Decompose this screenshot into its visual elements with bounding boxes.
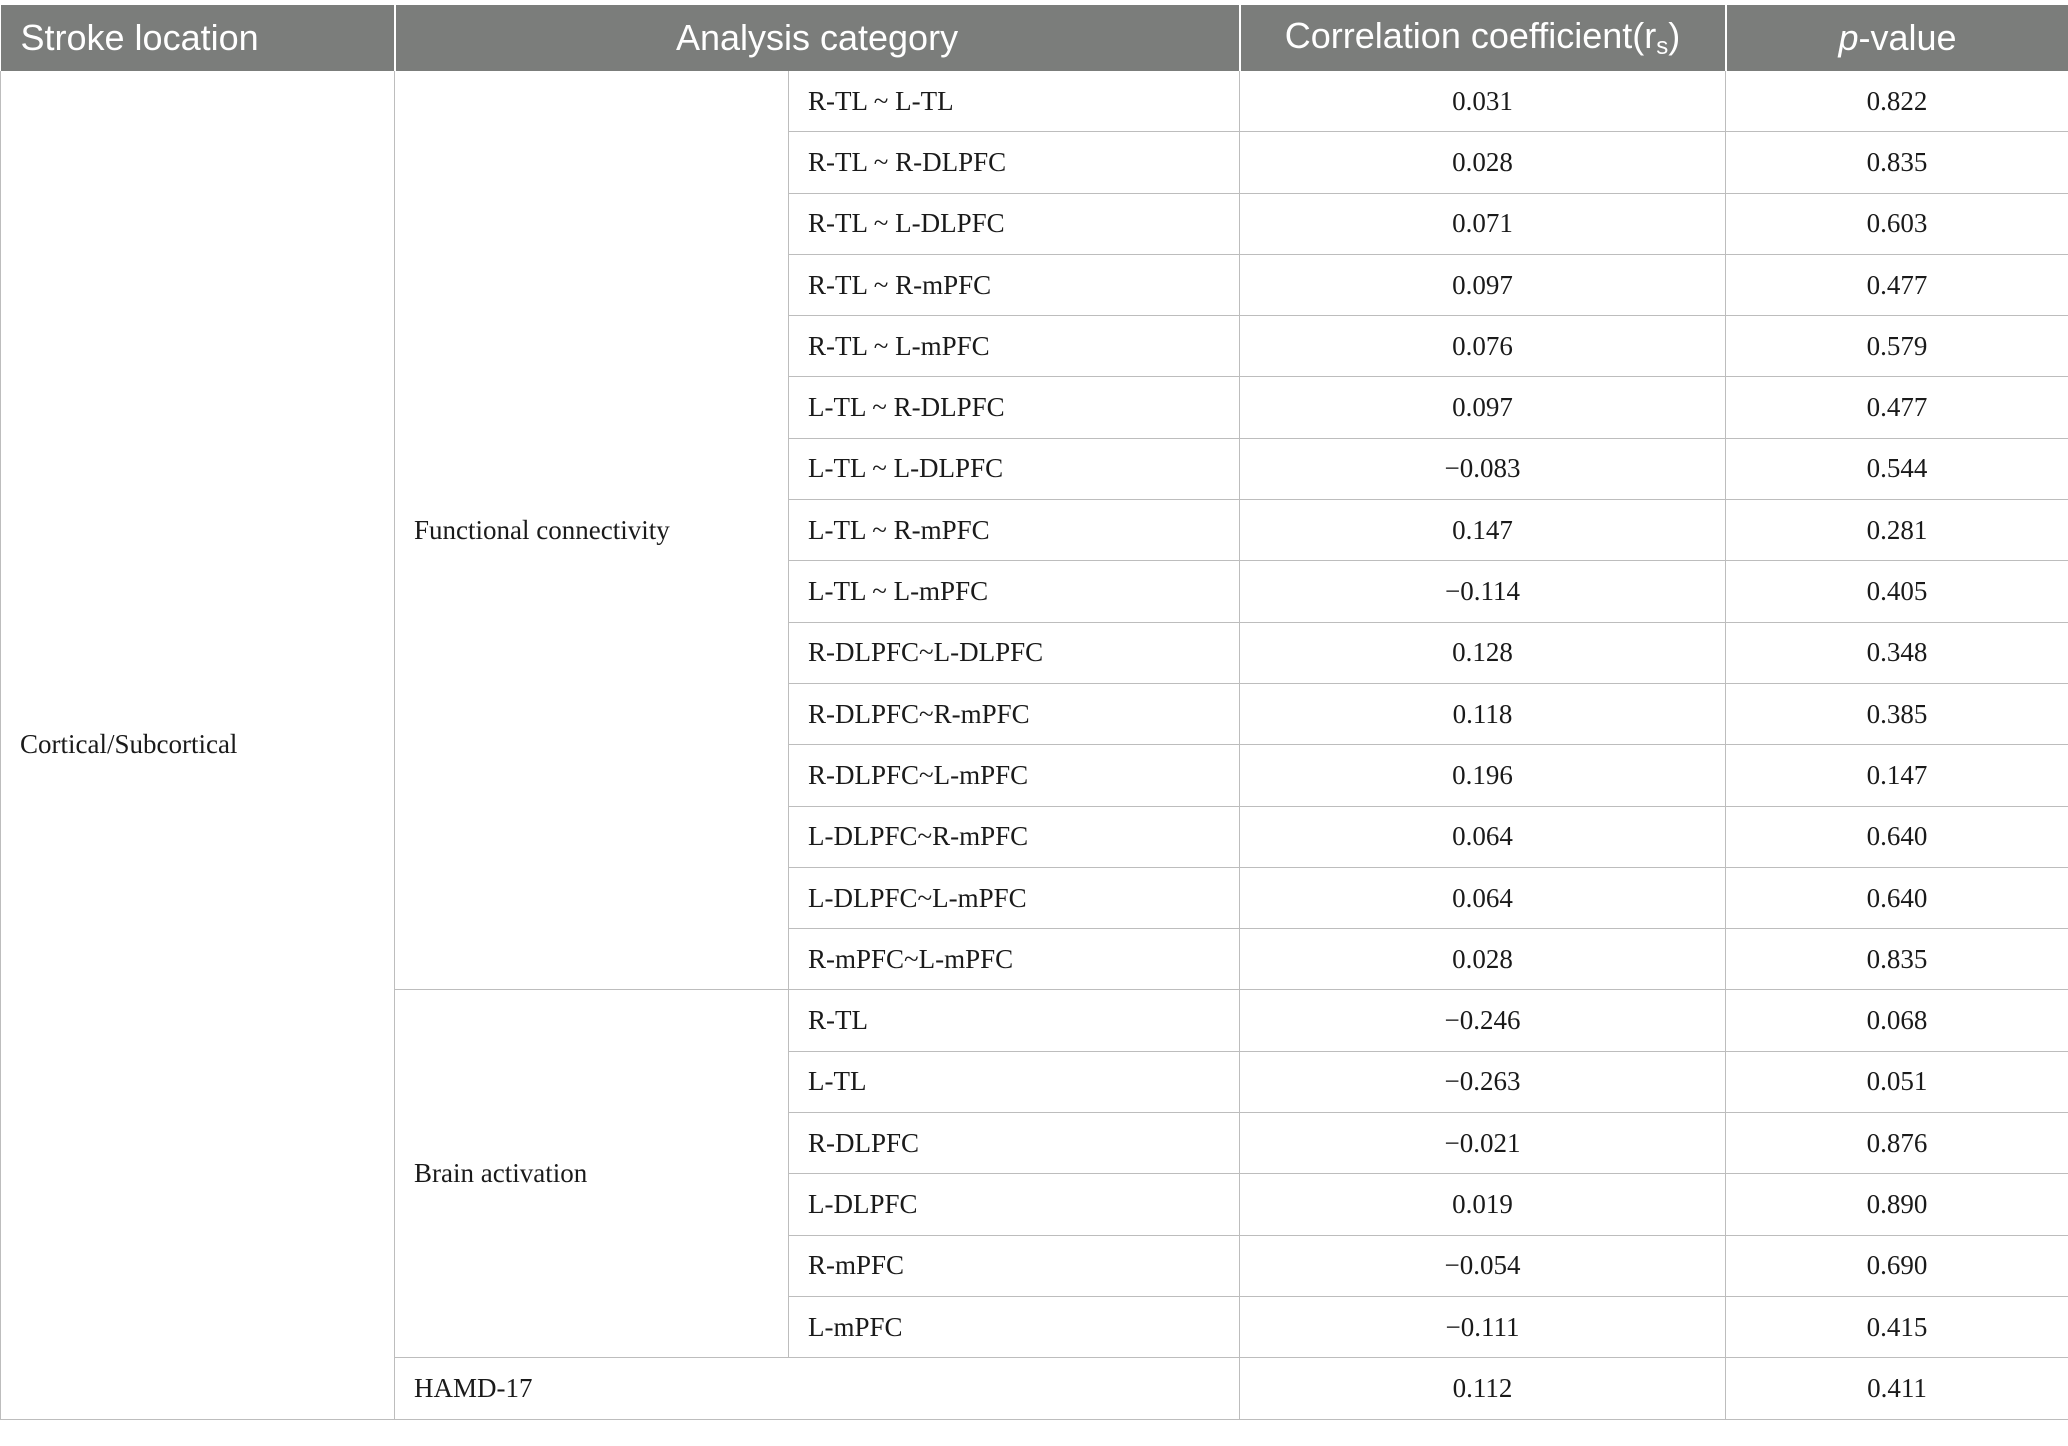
p-value-cell: 0.835 bbox=[1726, 132, 2068, 193]
region-cell: L-DLPFC bbox=[789, 1174, 1240, 1235]
correlation-cell: 0.071 bbox=[1240, 193, 1726, 254]
region-pair-cell: R-DLPFC~L-DLPFC bbox=[789, 622, 1240, 683]
p-value-cell: 0.477 bbox=[1726, 254, 2068, 315]
p-value-cell: 0.544 bbox=[1726, 438, 2068, 499]
correlation-cell: 0.028 bbox=[1240, 132, 1726, 193]
p-value-cell: 0.640 bbox=[1726, 806, 2068, 867]
region-pair-cell: L-TL ~ L-mPFC bbox=[789, 561, 1240, 622]
header-row bbox=[1, 5, 2068, 71]
stroke-location-cell: Cortical/Subcortical bbox=[1, 71, 395, 1419]
correlation-cell: 0.196 bbox=[1240, 745, 1726, 806]
region-pair-cell: R-TL ~ L-mPFC bbox=[789, 316, 1240, 377]
header-correlation-close: ) bbox=[1668, 15, 1681, 56]
header-correlation-subscript: s bbox=[1656, 33, 1669, 60]
p-value-cell: 0.477 bbox=[1726, 377, 2068, 438]
header-correlation-text: Correlation coefficient(r bbox=[1284, 15, 1657, 56]
correlation-cell: 0.097 bbox=[1240, 254, 1726, 315]
correlation-cell: 0.064 bbox=[1240, 867, 1726, 928]
region-pair-cell: R-mPFC~L-mPFC bbox=[789, 929, 1240, 990]
category-brain-activation: Brain activation bbox=[395, 990, 789, 1358]
region-pair-cell: R-TL ~ R-mPFC bbox=[789, 254, 1240, 315]
region-pair-cell: R-DLPFC~R-mPFC bbox=[789, 683, 1240, 744]
p-value-cell: 0.876 bbox=[1726, 1113, 2068, 1174]
region-pair-cell: R-TL ~ R-DLPFC bbox=[789, 132, 1240, 193]
table-row bbox=[1, 71, 2068, 132]
correlation-cell: −0.083 bbox=[1240, 438, 1726, 499]
region-pair-cell: L-DLPFC~L-mPFC bbox=[789, 867, 1240, 928]
correlation-cell: −0.246 bbox=[1240, 990, 1726, 1051]
correlation-cell: −0.263 bbox=[1240, 1051, 1726, 1112]
p-value-cell: 0.640 bbox=[1726, 867, 2068, 928]
p-value-cell: 0.411 bbox=[1726, 1358, 2068, 1419]
p-value-cell: 0.822 bbox=[1726, 71, 2068, 132]
correlation-cell: 0.128 bbox=[1240, 622, 1726, 683]
p-value-cell: 0.415 bbox=[1726, 1296, 2068, 1357]
correlation-cell: −0.114 bbox=[1240, 561, 1726, 622]
header-p-rest: -value bbox=[1858, 17, 1957, 58]
p-value-cell: 0.051 bbox=[1726, 1051, 2068, 1112]
p-value-cell: 0.835 bbox=[1726, 929, 2068, 990]
p-value-cell: 0.385 bbox=[1726, 683, 2068, 744]
region-cell: L-TL bbox=[789, 1051, 1240, 1112]
region-pair-cell: L-TL ~ R-mPFC bbox=[789, 500, 1240, 561]
p-value-cell: 0.068 bbox=[1726, 990, 2068, 1051]
correlation-cell: 0.019 bbox=[1240, 1174, 1726, 1235]
region-pair-cell: L-TL ~ L-DLPFC bbox=[789, 438, 1240, 499]
correlation-cell: −0.054 bbox=[1240, 1235, 1726, 1296]
region-cell: L-mPFC bbox=[789, 1296, 1240, 1357]
header-correlation-coefficient bbox=[1240, 5, 1726, 71]
header-stroke-location: Stroke location bbox=[1, 5, 395, 71]
region-cell: R-mPFC bbox=[789, 1235, 1240, 1296]
correlation-cell: −0.111 bbox=[1240, 1296, 1726, 1357]
p-value-cell: 0.281 bbox=[1726, 500, 2068, 561]
p-value-cell: 0.348 bbox=[1726, 622, 2068, 683]
region-pair-cell: R-TL ~ L-DLPFC bbox=[789, 193, 1240, 254]
region-pair-cell: R-TL ~ L-TL bbox=[789, 71, 1240, 132]
correlation-cell: 0.064 bbox=[1240, 806, 1726, 867]
header-p-italic: p bbox=[1838, 17, 1859, 58]
correlation-table bbox=[0, 5, 2068, 1420]
p-value-cell: 0.579 bbox=[1726, 316, 2068, 377]
header-p-value bbox=[1726, 5, 2068, 71]
region-pair-cell: L-DLPFC~R-mPFC bbox=[789, 806, 1240, 867]
header-analysis-category: Analysis category bbox=[395, 5, 1240, 71]
p-value-cell: 0.890 bbox=[1726, 1174, 2068, 1235]
region-pair-cell: R-DLPFC~L-mPFC bbox=[789, 745, 1240, 806]
p-value-cell: 0.405 bbox=[1726, 561, 2068, 622]
correlation-cell: 0.028 bbox=[1240, 929, 1726, 990]
p-value-cell: 0.690 bbox=[1726, 1235, 2068, 1296]
region-pair-cell: L-TL ~ R-DLPFC bbox=[789, 377, 1240, 438]
correlation-cell: 0.112 bbox=[1240, 1358, 1726, 1419]
p-value-cell: 0.603 bbox=[1726, 193, 2068, 254]
correlation-cell: −0.021 bbox=[1240, 1113, 1726, 1174]
correlation-cell: 0.097 bbox=[1240, 377, 1726, 438]
correlation-cell: 0.031 bbox=[1240, 71, 1726, 132]
category-functional-connectivity: Functional connectivity bbox=[395, 71, 789, 990]
correlation-cell: 0.118 bbox=[1240, 683, 1726, 744]
p-value-cell: 0.147 bbox=[1726, 745, 2068, 806]
correlation-cell: 0.076 bbox=[1240, 316, 1726, 377]
category-hamd-17: HAMD-17 bbox=[395, 1358, 1240, 1419]
table-body bbox=[1, 71, 2068, 1419]
correlation-cell: 0.147 bbox=[1240, 500, 1726, 561]
region-cell: R-TL bbox=[789, 990, 1240, 1051]
region-cell: R-DLPFC bbox=[789, 1113, 1240, 1174]
